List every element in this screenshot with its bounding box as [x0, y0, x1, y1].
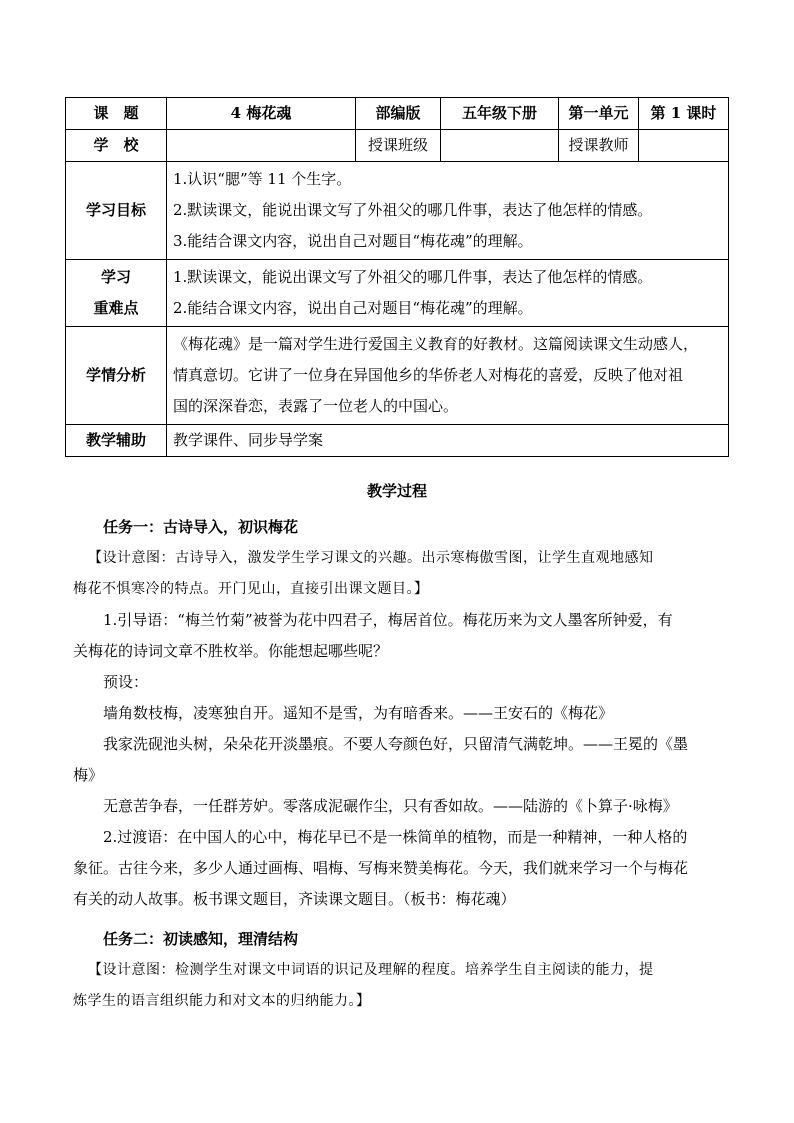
task1-design-line: 梅花不惧寒冷的特点。开门见山，直接引出课文题目。】: [73, 581, 429, 597]
class-value: [441, 130, 559, 162]
school-value: [167, 130, 356, 162]
transition-line: 有关的动人故事。板书课文题目，齐读课文题目。（板书：梅花魂）: [73, 890, 516, 908]
task1-intro-line: 1.引导语：“梅兰竹菊”被誉为花中四君子，梅居首位。梅花历来为文人墨客所钟爱，有: [103, 611, 673, 629]
poem-1: 墙角数枝梅，凌寒独自开。遥知不是雪，为有暗香来。——王安石的《梅花》: [103, 704, 614, 722]
task2-design-line: 炼学生的语言组织能力和对文本的归纳能力。】: [73, 993, 371, 1009]
table-row-goals: [66, 162, 729, 260]
analysis-line: 情真意切。它讲了一位身在异国他乡的华侨老人对梅花的喜爱，反映了他对祖: [173, 366, 684, 384]
lesson-title: 4 梅花魂: [167, 98, 356, 130]
table-row-title: [66, 98, 729, 130]
table-row-analysis: [66, 327, 729, 425]
goals-label: 学习目标: [66, 162, 167, 260]
lesson-number: 第 1 课时: [639, 98, 729, 130]
grade: 五年级下册: [441, 98, 559, 130]
key-points-content: [167, 260, 729, 327]
analysis-label: 学情分析: [66, 327, 167, 425]
edition: 部编版: [356, 98, 441, 130]
teacher-label: 授课教师: [559, 130, 639, 162]
key-points-label-line1: 学习: [100, 268, 131, 286]
school-label: 学 校: [66, 130, 167, 162]
analysis-content: [167, 327, 729, 425]
goal-item: 1.认识“腮”等 11 个生字。: [173, 170, 352, 188]
table-row-key-points: [66, 260, 729, 327]
unit: 第一单元: [559, 98, 639, 130]
aids-value: 教学课件、同步导学案: [167, 425, 729, 457]
task1-design-line: 【设计意图：古诗导入，激发学生学习课文的兴趣。出示寒梅傲雪图，让学生直观地感知: [88, 550, 654, 566]
table-row-aids: [66, 425, 729, 457]
teacher-value: [639, 130, 729, 162]
aids-label: 教学辅助: [66, 425, 167, 457]
topic-label: 课 题: [66, 98, 167, 130]
process-title: 教学过程: [366, 482, 427, 500]
key-point-item: 1.默读课文，能说出课文写了外祖父的哪几件事，表达了他怎样的情感。: [173, 268, 653, 286]
preset-label: 预设：: [103, 673, 149, 691]
goals-content: [167, 162, 729, 260]
lesson-info-table: [65, 97, 729, 457]
key-point-item: 2.能结合课文内容，说出自己对题目“梅花魂”的理解。: [173, 299, 533, 317]
analysis-line: 国的深深眷恋，表露了一位老人的中国心。: [173, 397, 459, 415]
goal-item: 2.默读课文，能说出课文写了外祖父的哪几件事，表达了他怎样的情感。: [173, 201, 653, 219]
task2-design-line: 【设计意图：检测学生对课文中词语的识记及理解的程度。培养学生自主阅读的能力，提: [88, 962, 654, 978]
transition-line: 象征。古往今来，多少人通过画梅、唱梅、写梅来赞美梅花。今天，我们就来学习一个与梅花: [73, 859, 689, 877]
process-body: [73, 512, 725, 1017]
task2-heading: 任务二：初读感知，理清结构: [103, 930, 299, 948]
task1-intro-line: 关梅花的诗词文章不胜枚举。你能想起哪些呢？: [73, 642, 389, 660]
analysis-line: 《梅花魂》是一篇对学生进行爱国主义教育的好教材。这篇阅读课文生动感人，: [173, 335, 699, 353]
poem-3: 无意苦争春，一任群芳妒。零落成泥碾作尘，只有香如故。——陆游的《卜算子·咏梅》: [103, 797, 678, 815]
class-label: 授课班级: [356, 130, 441, 162]
poem-2-line: 我家洗砚池头树，朵朵花开淡墨痕。不要人夸颜色好，只留清气满乾坤。——王冕的《墨: [103, 735, 689, 753]
goal-item: 3.能结合课文内容，说出自己对题目“梅花魂”的理解。: [173, 232, 533, 250]
table-row-school: [66, 130, 729, 162]
poem-2-line: 梅》: [73, 766, 104, 784]
key-points-label-line2: 重难点: [93, 299, 139, 317]
transition-line: 2.过渡语：在中国人的心中，梅花早已不是一株简单的植物，而是一种精神，一种人格的: [103, 828, 688, 846]
task1-heading: 任务一：古诗导入，初识梅花: [103, 518, 299, 536]
key-points-label: [66, 260, 167, 327]
